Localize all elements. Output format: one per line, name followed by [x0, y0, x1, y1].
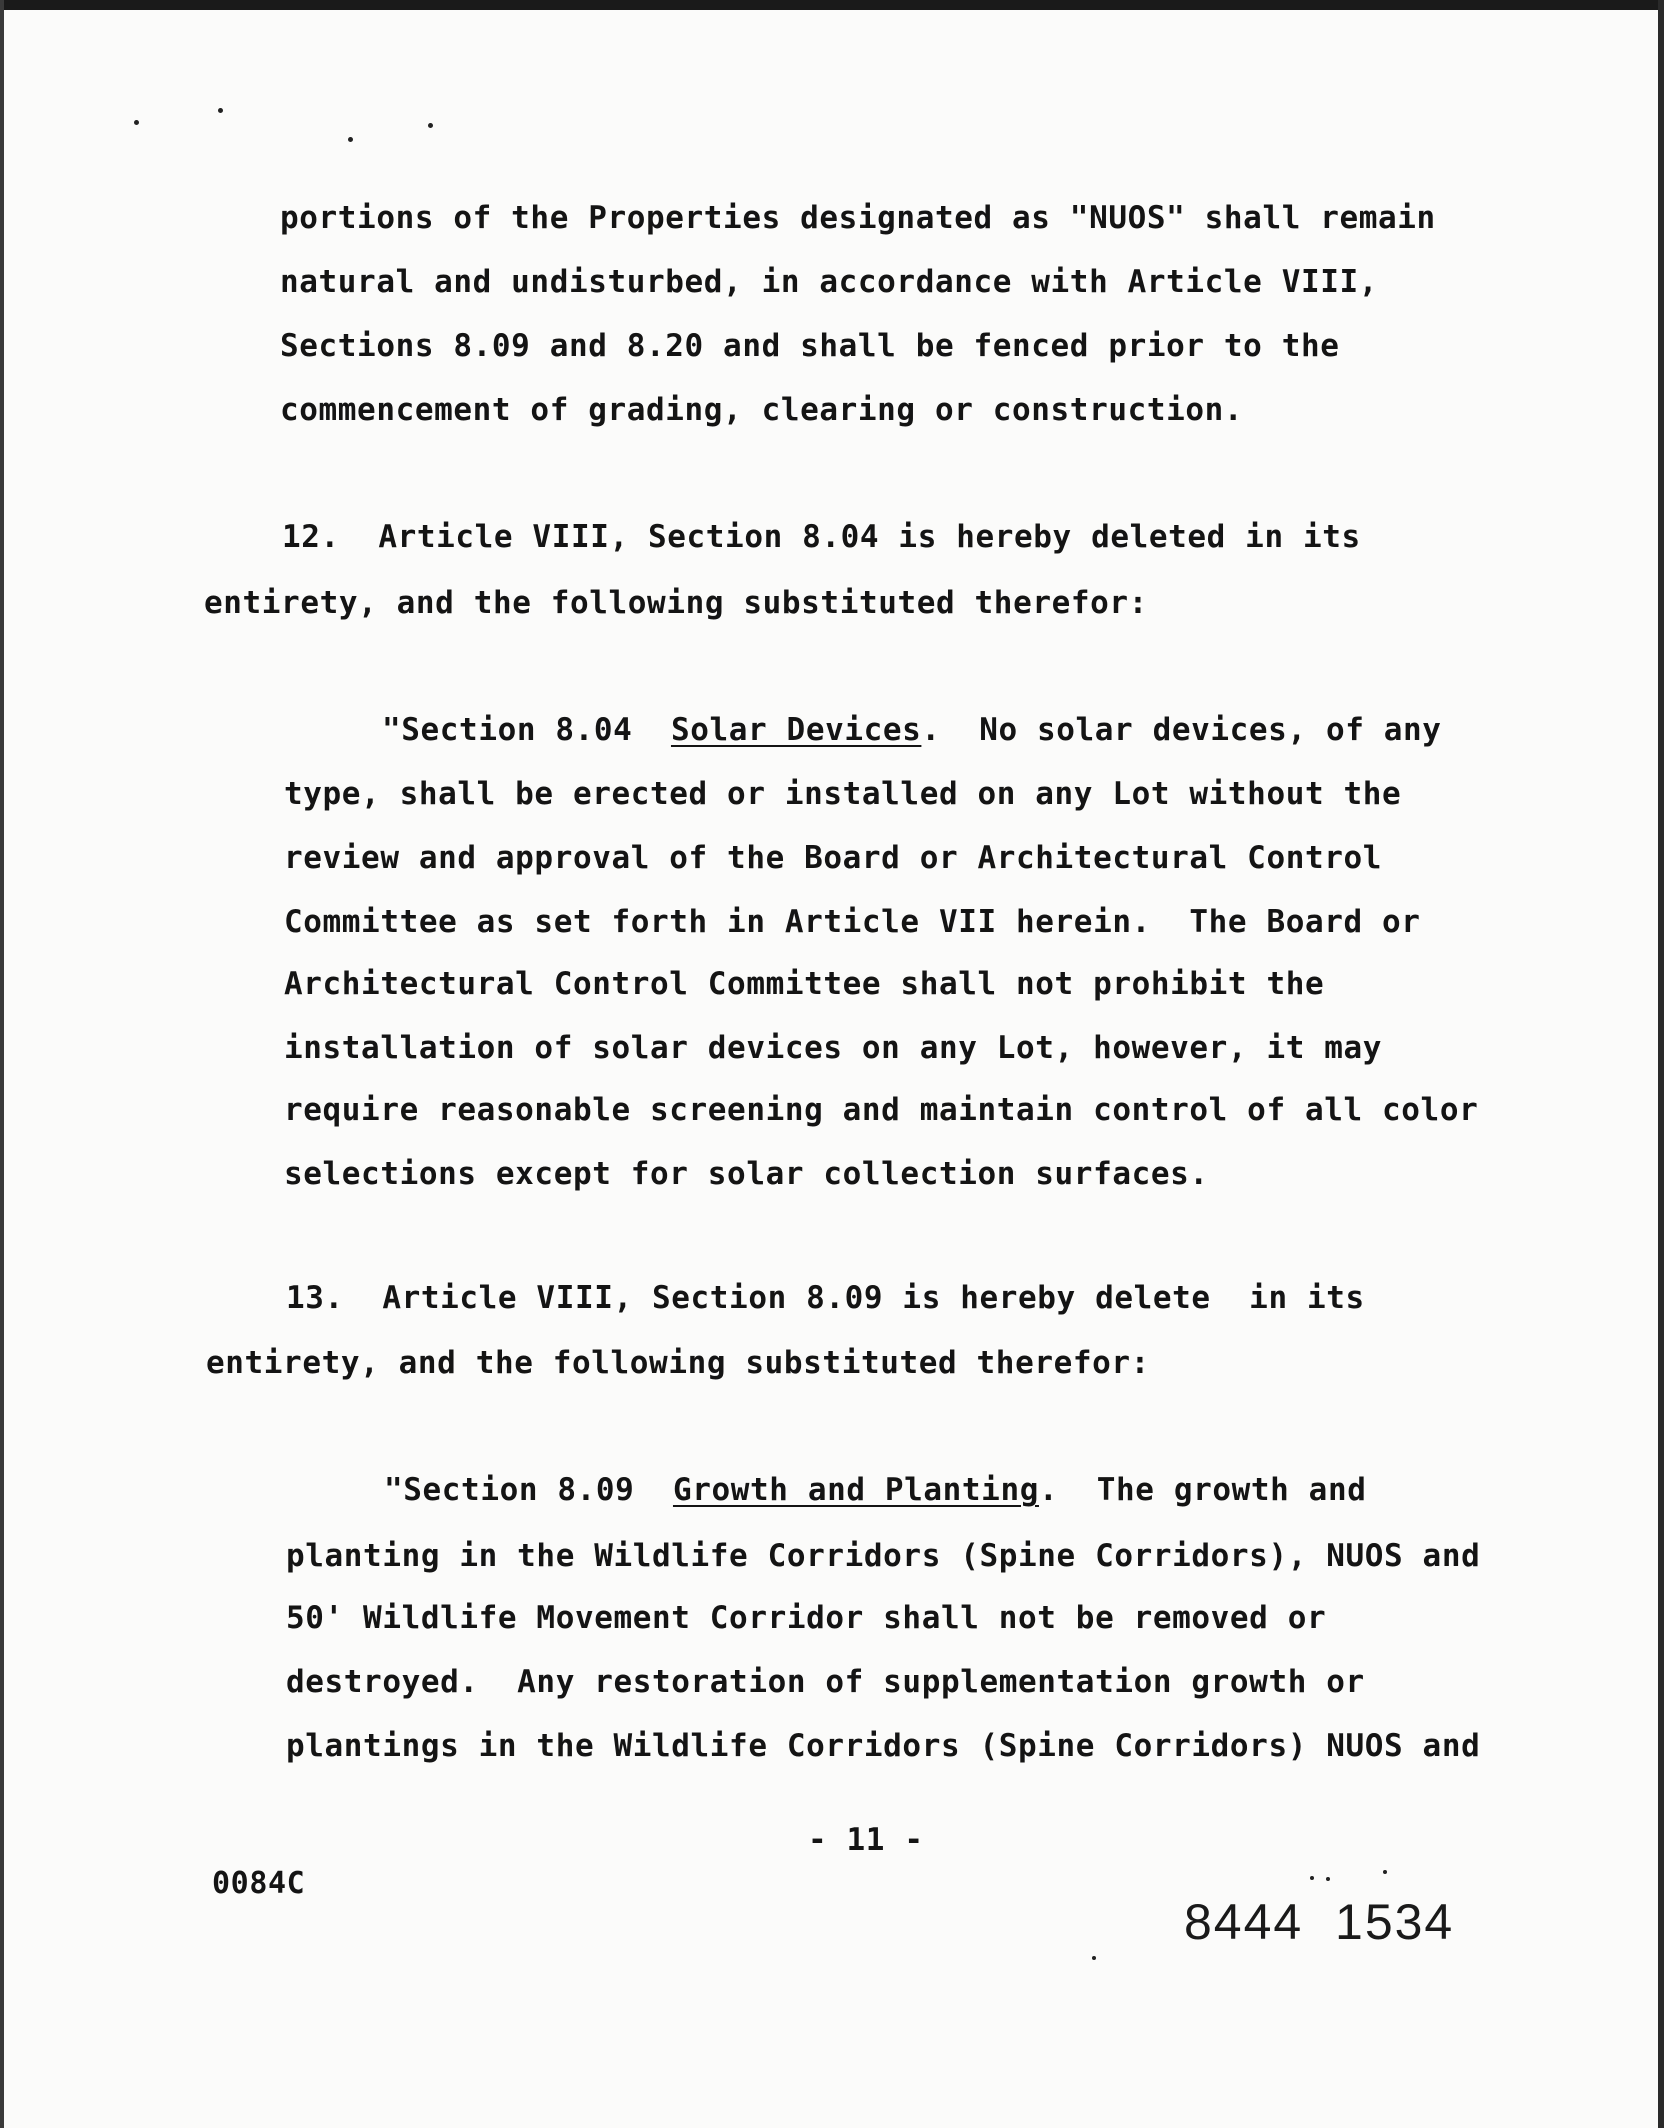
stamp-number: 8444 1534 [1184, 1894, 1455, 1950]
section-8-04-line-6: installation of solar devices on any Lot, however, it may [284, 1030, 1383, 1066]
section-8-09-lead: "Section 8.09 [384, 1472, 673, 1508]
item-13-line-2: entirety, and the following substituted therefor: [206, 1345, 1150, 1381]
paragraph-1-line-1: portions of the Properties designated as "NUOS" shall remain [280, 200, 1436, 236]
section-8-04-line-3: review and approval of the Board or Architectural Control [284, 840, 1383, 876]
paragraph-1-line-2: natural and undisturbed, in accordance with Article VIII, [280, 264, 1379, 300]
scan-speck [1092, 1956, 1096, 1960]
scan-speck [218, 108, 223, 113]
item-12-line-1: 12. Article VIII, Section 8.04 is hereby deleted in its [282, 519, 1361, 555]
item-13-line-1: 13. Article VIII, Section 8.09 is hereby delete in its [286, 1280, 1365, 1316]
section-8-04-line-8: selections except for solar collection surfaces. [284, 1156, 1209, 1192]
section-8-09-line-3: 50' Wildlife Movement Corridor shall not be removed or [286, 1600, 1327, 1636]
scan-edge-left [0, 0, 4, 2128]
section-8-04-line-7: require reasonable screening and maintain control of all color [284, 1092, 1479, 1128]
scan-edge-top [0, 0, 1664, 10]
scan-speck [1310, 1876, 1314, 1880]
section-8-09-line-2: planting in the Wildlife Corridors (Spine Corridors), NUOS and [286, 1538, 1481, 1574]
item-12-line-2: entirety, and the following substituted therefor: [204, 585, 1148, 621]
section-8-04-lead: "Section 8.04 [382, 712, 671, 748]
scan-edge-right [1658, 0, 1664, 2128]
section-8-09-heading-line [384, 1472, 1366, 1508]
section-8-09-title: Growth and Planting [672, 1472, 1039, 1508]
section-8-04-line-2: type, shall be erected or installed on any Lot without the [284, 776, 1402, 812]
scan-speck [348, 137, 353, 142]
scan-speck [1383, 1870, 1387, 1874]
page-number: - 11 - [808, 1822, 924, 1858]
paragraph-1-line-3: Sections 8.09 and 8.20 and shall be fenced prior to the [280, 328, 1340, 364]
section-8-09-line-4: destroyed. Any restoration of supplementation growth or [286, 1664, 1365, 1700]
section-8-09-rest: . The growth and [1038, 1472, 1367, 1508]
scan-speck [1326, 1877, 1330, 1881]
section-8-04-rest: . No solar devices, of any [921, 712, 1442, 748]
section-8-04-line-5: Architectural Control Committee shall not prohibit the [284, 966, 1325, 1002]
paragraph-1-line-4: commencement of grading, clearing or construction. [280, 392, 1244, 428]
scan-speck [134, 120, 139, 125]
section-8-04-line-4: Committee as set forth in Article VII herein. The Board or [284, 904, 1421, 940]
section-8-04-title: Solar Devices [670, 712, 922, 748]
document-code: 0084C [212, 1866, 306, 1901]
section-8-04-heading-line [382, 712, 1442, 748]
section-8-09-line-5: plantings in the Wildlife Corridors (Spine Corridors) NUOS and [286, 1728, 1481, 1764]
scan-speck [428, 123, 433, 128]
